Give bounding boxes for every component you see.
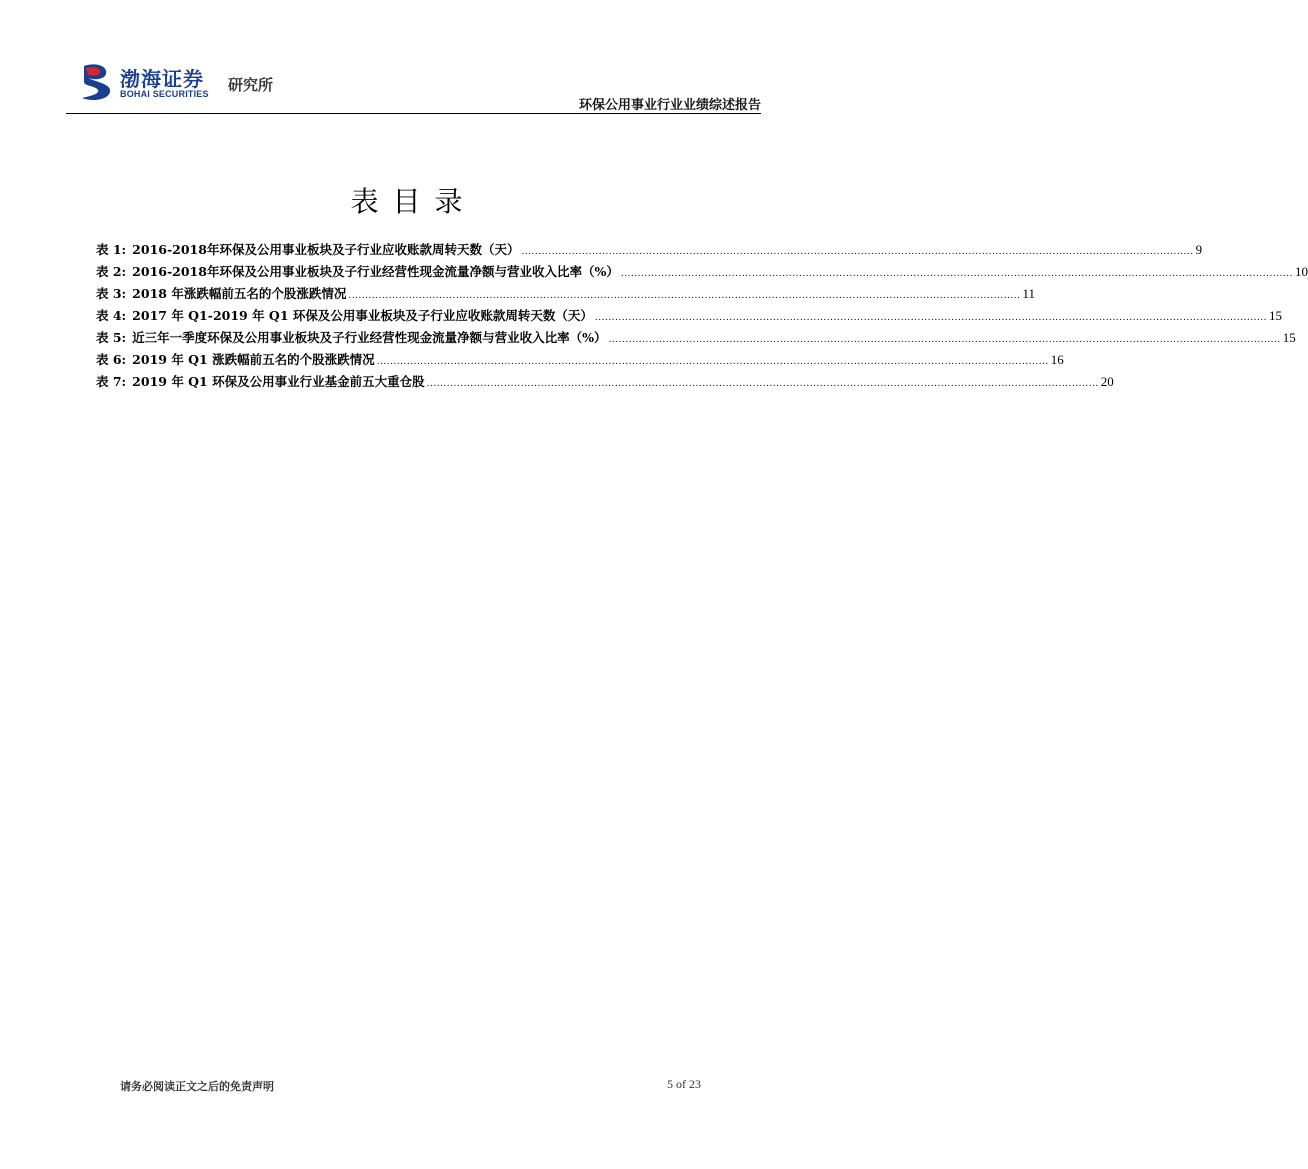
toc-leader-dots: ........................................................................................................................................................................................................ [376, 357, 1049, 367]
toc-entry-text: 2018 年涨跌幅前五名的个股涨跌情况 [132, 286, 347, 301]
header-divider [66, 113, 761, 114]
toc-list [96, 240, 1308, 394]
logo-institute: 研究所 [228, 76, 274, 94]
report-title: 环保公用事业行业业绩综述报告 [578, 98, 761, 113]
toc-entry-page: 16 [1050, 352, 1064, 367]
toc-entry-text: 近三年一季度环保及公用事业板块及子行业经营性现金流量净额与营业收入比率（%） [132, 330, 607, 345]
toc-leader-dots: ........................................................................................................................................................................................................ [426, 379, 1099, 389]
toc-entry-text: 2017 年 Q1-2019 年 Q1 环保及公用事业板块及子行业应收账款周转天数（天） [132, 308, 593, 323]
toc-entry-page: 10 [1295, 264, 1308, 279]
footer-disclaimer: 请务必阅读正文之后的免责声明 [120, 1080, 274, 1093]
toc-entry-label: 表 2: [96, 264, 127, 279]
toc-entry[interactable] [96, 284, 1036, 306]
toc-entry-label: 表 1: [96, 242, 127, 257]
footer-page-number: 5 of 23 [667, 1077, 701, 1091]
toc-title: 表目录 [350, 185, 477, 218]
toc-entry-page: 20 [1100, 374, 1114, 389]
toc-entry-text: 2016-2018年环保及公用事业板块及子行业经营性现金流量净额与营业收入比率（%） [132, 264, 619, 279]
toc-entry-label: 表 4: [96, 308, 127, 323]
toc-entry-text: 2019 年 Q1 环保及公用事业行业基金前五大重仓股 [132, 374, 425, 389]
toc-entry[interactable] [96, 240, 1203, 262]
bohai-logo [78, 62, 308, 106]
toc-leader-dots: ........................................................................................................................................................................................................ [608, 335, 1281, 345]
page-header [0, 0, 827, 120]
toc-entry[interactable] [96, 306, 1283, 328]
toc-entry[interactable] [96, 328, 1296, 350]
toc-leader-dots: ........................................................................................................................................................................................................ [348, 291, 1021, 301]
toc-entry-label: 表 6: [96, 352, 127, 367]
logo-english-name: BOHAI SECURITIES [120, 89, 209, 99]
toc-entry-text: 2019 年 Q1 涨跌幅前五名的个股涨跌情况 [132, 352, 375, 367]
toc-entry-page: 15 [1282, 330, 1296, 345]
logo-chinese-name: 渤海证券 [120, 67, 204, 91]
toc-leader-dots: ........................................................................................................................................................................................................ [521, 247, 1194, 257]
bohai-logo-icon [78, 62, 116, 102]
toc-entry-label: 表 5: [96, 330, 127, 345]
toc-entry-page: 15 [1269, 308, 1283, 323]
toc-entry[interactable] [96, 262, 1308, 284]
toc-entry-label: 表 7: [96, 374, 127, 389]
toc-entry-page: 11 [1022, 286, 1036, 301]
toc-entry[interactable] [96, 372, 1114, 394]
toc-leader-dots: ........................................................................................................................................................................................................ [620, 269, 1293, 279]
toc-entry-label: 表 3: [96, 286, 127, 301]
toc-entry[interactable] [96, 350, 1064, 372]
toc-entry-text: 2016-2018年环保及公用事业板块及子行业应收账款周转天数（天） [132, 242, 520, 257]
toc-leader-dots: ........................................................................................................................................................................................................ [594, 313, 1268, 323]
toc-entry-page: 9 [1195, 242, 1203, 257]
